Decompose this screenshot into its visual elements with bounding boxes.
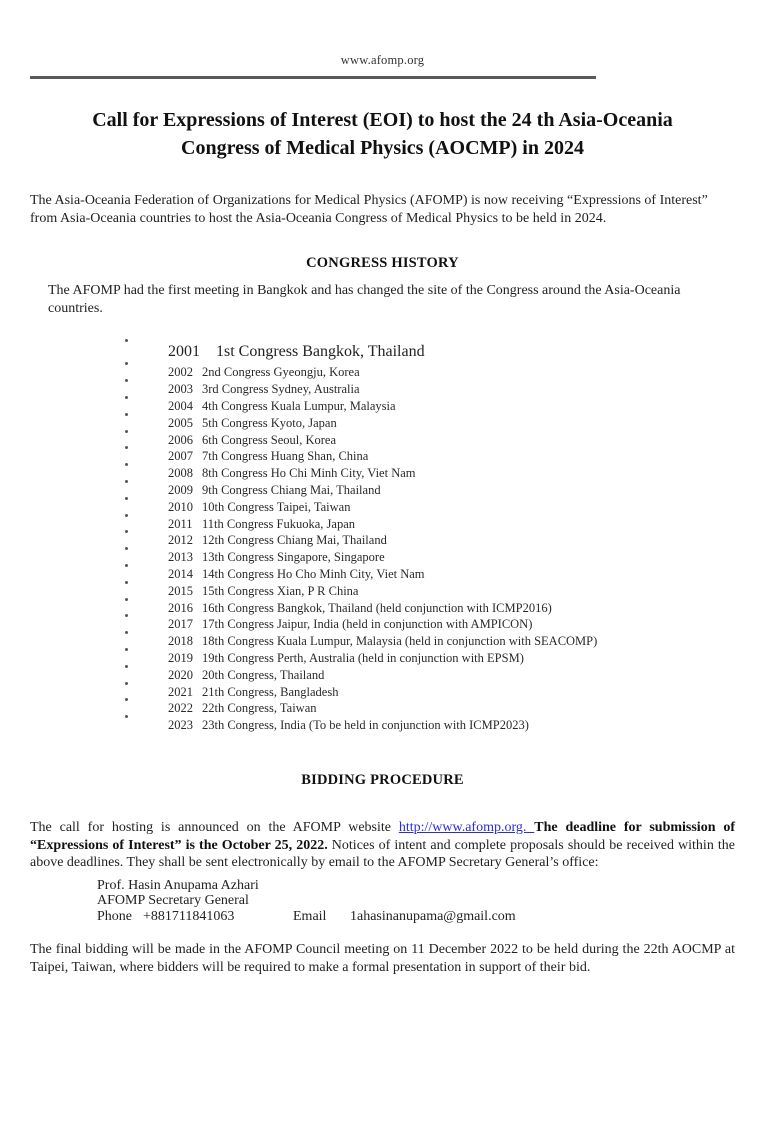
bullet-icon [125, 581, 128, 584]
bidding-procedure-heading: BIDDING PROCEDURE [301, 771, 464, 788]
document-title: Call for Expressions of Interest (EOI) to host the 24 th Asia-Oceania Congress of Medical Physics (AOCMP) in 2024 [92, 109, 673, 159]
bullet-icon [125, 497, 128, 500]
congress-year: 2016 [168, 600, 193, 615]
congress-year: 2023 [168, 718, 193, 733]
bidding-text-after: Notices of intent and complete proposals should be received within the above deadlines. They shall be sent electronically by email to the AFOMP Secretary General’s office: [30, 837, 736, 871]
congress-description: 9th Congress Chiang Mai, Thailand [202, 482, 381, 497]
congress-description: 7th Congress Huang Shan, China [202, 449, 369, 464]
congress-year: 2020 [168, 667, 193, 682]
congress-list-item [168, 398, 735, 415]
congress-description: 17th Congress Jaipur, India (held in conjunction with AMPICON) [202, 617, 533, 632]
contact-phone-email-line [97, 909, 735, 925]
congress-year: 2004 [168, 398, 193, 413]
congress-history-heading: CONGRESS HISTORY [306, 255, 459, 272]
email-address: 1ahasinanupama@gmail.com [350, 909, 516, 925]
congress-year: 2014 [168, 566, 193, 581]
congress-description: 19th Congress Perth, Australia (held in conjunction with EPSM) [202, 650, 524, 665]
secretary-contact-block [97, 878, 735, 925]
congress-list-item [168, 448, 735, 465]
deadline-bold-text: The deadline for submission of “Expressions of Interest” is the October 25, 2022. [30, 819, 735, 853]
congress-list-item [168, 381, 735, 398]
congress-year: 2009 [168, 482, 193, 497]
bullet-icon [125, 564, 128, 567]
bullet-icon [125, 698, 128, 701]
bullet-icon [125, 631, 128, 634]
congress-description: 8th Congress Ho Chi Minh City, Viet Nam [202, 466, 416, 481]
bullet-icon [125, 682, 128, 685]
bullet-icon [125, 396, 128, 399]
header-rule [30, 76, 596, 79]
bullet-icon [125, 530, 128, 533]
congress-year: 2022 [168, 701, 193, 716]
congress-year: 2013 [168, 550, 193, 565]
congress-list-item [168, 616, 735, 633]
congress-year: 2006 [168, 432, 193, 447]
congress-description: 4th Congress Kuala Lumpur, Malaysia [202, 398, 396, 413]
phone-number: +881711841063 [143, 909, 235, 925]
congress-description: 13th Congress Singapore, Singapore [202, 550, 385, 565]
congress-history-intro: The AFOMP had the first meeting in Bangkok and has changed the site of the Congress around the Asia-Oceania countries. [48, 283, 681, 316]
bidding-paragraph [30, 819, 735, 872]
congress-list-item [168, 532, 735, 549]
congress-description: 22th Congress, Taiwan [202, 701, 317, 716]
bullet-icon [125, 715, 128, 718]
congress-year: 2021 [168, 684, 193, 699]
congress-year: 2008 [168, 466, 193, 481]
contact-name: Prof. Hasin Anupama Azhari [97, 877, 259, 893]
bullet-icon [125, 430, 128, 433]
contact-role: AFOMP Secretary General [97, 893, 249, 909]
congress-year: 2015 [168, 583, 193, 598]
congress-list-item [168, 341, 735, 362]
congress-list-item [168, 516, 735, 533]
congress-description: 10th Congress Taipei, Taiwan [202, 499, 351, 514]
congress-description: 15th Congress Xian, P R China [202, 583, 359, 598]
congress-description: 3rd Congress Sydney, Australia [202, 382, 360, 397]
congress-list-item [168, 566, 735, 583]
congress-description: 21th Congress, Bangladesh [202, 684, 339, 699]
congress-list-item [168, 415, 735, 432]
closing-paragraph: The final bidding will be made in the AFOMP Council meeting on 11 December 2022 to be held during the 22th AOCMP at Taipei, Taiwan, where bidders will be required to make a formal presentation in support of their bid. [30, 942, 735, 975]
congress-description: 5th Congress Kyoto, Japan [202, 415, 337, 430]
congress-year: 2017 [168, 617, 193, 632]
congress-year: 2005 [168, 415, 193, 430]
document-page [0, 53, 768, 976]
congress-list-item [168, 432, 735, 449]
congress-list-item [168, 583, 735, 600]
congress-description: 1st Congress Bangkok, Thailand [216, 343, 425, 361]
congress-year: 2001 [168, 343, 200, 361]
congress-list-item [168, 684, 735, 701]
congress-list-item [168, 499, 735, 516]
congress-year: 2010 [168, 499, 193, 514]
bullet-icon [125, 514, 128, 517]
bullet-icon [125, 480, 128, 483]
phone-label: Phone [97, 909, 132, 925]
congress-list-item [168, 717, 735, 734]
bullet-icon [125, 446, 128, 449]
bullet-icon [125, 463, 128, 466]
bullet-icon [125, 362, 128, 365]
bullet-icon [125, 665, 128, 668]
afomp-website-link[interactable]: http://www.afomp.org. [398, 819, 527, 835]
congress-description: 12th Congress Chiang Mai, Thailand [202, 533, 387, 548]
congress-list-item [168, 633, 735, 650]
congress-year: 2012 [168, 533, 193, 548]
intro-paragraph: The Asia-Oceania Federation of Organizations for Medical Physics (AFOMP) is now receiving “Expressions of Interest” from Asia-Oceania countries to host the Asia-Oceania Congress of Medical Physics to be held in 2024. [30, 193, 708, 226]
email-label: Email [293, 909, 327, 925]
congress-list-item [168, 465, 735, 482]
congress-year: 2018 [168, 634, 193, 649]
congress-list-item [168, 549, 735, 566]
bullet-icon [125, 339, 128, 342]
bullet-icon [125, 379, 128, 382]
congress-list-item [168, 364, 735, 381]
congress-description: 16th Congress Bangkok, Thailand (held conjunction with ICMP2016) [202, 600, 552, 615]
congress-description: 2nd Congress Gyeongju, Korea [202, 365, 360, 380]
bullet-icon [125, 598, 128, 601]
congress-description: 20th Congress, Thailand [202, 667, 325, 682]
congress-year: 2003 [168, 382, 193, 397]
congress-list-item [168, 650, 735, 667]
congress-history-list [168, 341, 735, 734]
congress-description: 14th Congress Ho Cho Minh City, Viet Nam [202, 566, 425, 581]
bullet-icon [125, 614, 128, 617]
bullet-icon [125, 547, 128, 550]
congress-list-item [168, 600, 735, 617]
congress-description: 23th Congress, India (To be held in conjunction with ICMP2023) [202, 718, 529, 733]
congress-description: 11th Congress Fukuoka, Japan [202, 516, 355, 531]
congress-list-item [168, 667, 735, 684]
bullet-icon [125, 413, 128, 416]
congress-list-item [168, 482, 735, 499]
congress-year: 2002 [168, 365, 193, 380]
congress-year: 2011 [168, 516, 193, 531]
congress-list-item [168, 700, 735, 717]
congress-year: 2007 [168, 449, 193, 464]
congress-year: 2019 [168, 650, 193, 665]
bidding-text-before-link: The call for hosting is announced on the AFOMP website [30, 819, 399, 835]
header-url: www.afomp.org [340, 53, 425, 67]
congress-description: 6th Congress Seoul, Korea [202, 432, 337, 447]
bullet-icon [125, 648, 128, 651]
congress-description: 18th Congress Kuala Lumpur, Malaysia (held in conjunction with SEACOMP) [202, 634, 598, 649]
